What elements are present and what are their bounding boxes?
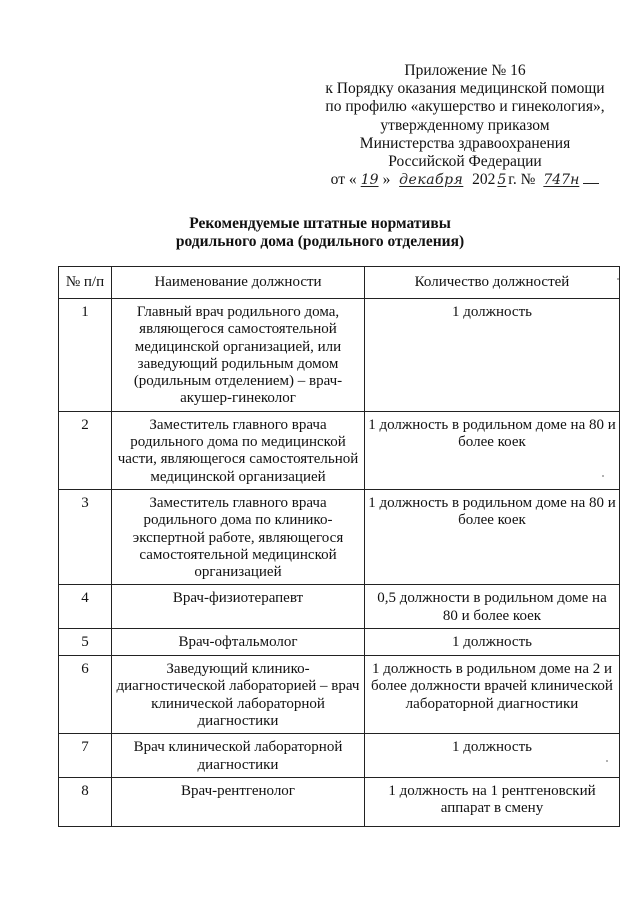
cell-position: Заместитель главного врача родильного дома по медицинской части, являющегося самостоятельной медицинской организацией <box>112 411 365 489</box>
table-row <box>59 585 620 629</box>
annex-header <box>300 62 630 189</box>
date-prefix: от « <box>330 171 357 189</box>
cell-num: 2 <box>59 411 112 489</box>
cell-position: Заместитель главного врача родильного дома по клинико-экспертной работе, являющегося самостоятельной медицинской организацией <box>112 489 365 584</box>
header-position: Наименование должности <box>112 267 365 299</box>
year-prefix: 202 <box>472 171 496 189</box>
cell-num: 6 <box>59 656 112 734</box>
cell-num: 5 <box>59 629 112 656</box>
table-header-row <box>59 267 620 299</box>
cell-count: 0,5 должности в родильном доме на 80 и более коек <box>365 585 620 629</box>
cell-position: Врач-рентгенолог <box>112 777 365 826</box>
cell-count: 1 должность в родильном доме на 80 и более коек <box>365 489 620 584</box>
annex-number: Приложение № 16 <box>404 62 526 79</box>
cell-count: 1 должность <box>365 734 620 778</box>
title-line: родильного дома (родильного отделения) <box>175 233 465 250</box>
cell-num: 4 <box>59 585 112 629</box>
cell-count: 1 должность <box>365 299 620 412</box>
cell-num: 8 <box>59 777 112 826</box>
title-line: Рекомендуемые штатные нормативы <box>189 215 451 232</box>
cell-position: Главный врач родильного дома, являющегося самостоятельной медицинской организацией, или заведующий родильным домом (родильным отделением) – врач-акушер-гинеколог <box>112 299 365 412</box>
table-row <box>59 489 620 584</box>
order-date-number <box>300 171 630 189</box>
table-row <box>59 629 620 656</box>
staffing-table <box>58 266 620 827</box>
date-close-quote: » <box>382 171 391 189</box>
annex-line: к Порядку оказания медицинской помощи <box>325 80 605 98</box>
header-count: Количество должностей <box>365 267 620 299</box>
signature-underline <box>583 183 599 184</box>
handwritten-month: декабря <box>399 172 464 189</box>
annex-line: утвержденному приказом <box>380 116 550 134</box>
cell-num: 1 <box>59 299 112 412</box>
handwritten-year-digit: 5 <box>497 172 507 189</box>
year-suffix: г. № <box>508 171 536 189</box>
table-row <box>59 411 620 489</box>
table-row <box>59 656 620 734</box>
table-row <box>59 734 620 778</box>
cell-position: Врач-физиотерапевт <box>112 585 365 629</box>
cell-position: Заведующий клинико-диагностической лабораторией – врач клинической лабораторной диагностики <box>112 656 365 734</box>
annex-line: Министерства здравоохранения <box>359 134 571 152</box>
cell-position: Врач клинической лабораторной диагностики <box>112 734 365 778</box>
document-title <box>0 215 640 251</box>
annex-line: по профилю «акушерство и гинекология», <box>325 98 605 116</box>
cell-num: 7 <box>59 734 112 778</box>
cell-num: 3 <box>59 489 112 584</box>
handwritten-day: 19 <box>360 172 379 189</box>
header-num: № п/п <box>59 267 112 299</box>
cell-count: 1 должность <box>365 629 620 656</box>
table-row <box>59 299 620 412</box>
cell-count: 1 должность на 1 рентгеновский аппарат в смену <box>365 777 620 826</box>
annex-line: Российской Федерации <box>388 153 542 171</box>
cell-count: 1 должность в родильном доме на 80 и более коек <box>365 411 620 489</box>
handwritten-order-number: 747н <box>543 172 580 189</box>
table-row <box>59 777 620 826</box>
cell-count: 1 должность в родильном доме на 2 и более должности врачей клинической лабораторной диагностики <box>365 656 620 734</box>
cell-position: Врач-офтальмолог <box>112 629 365 656</box>
